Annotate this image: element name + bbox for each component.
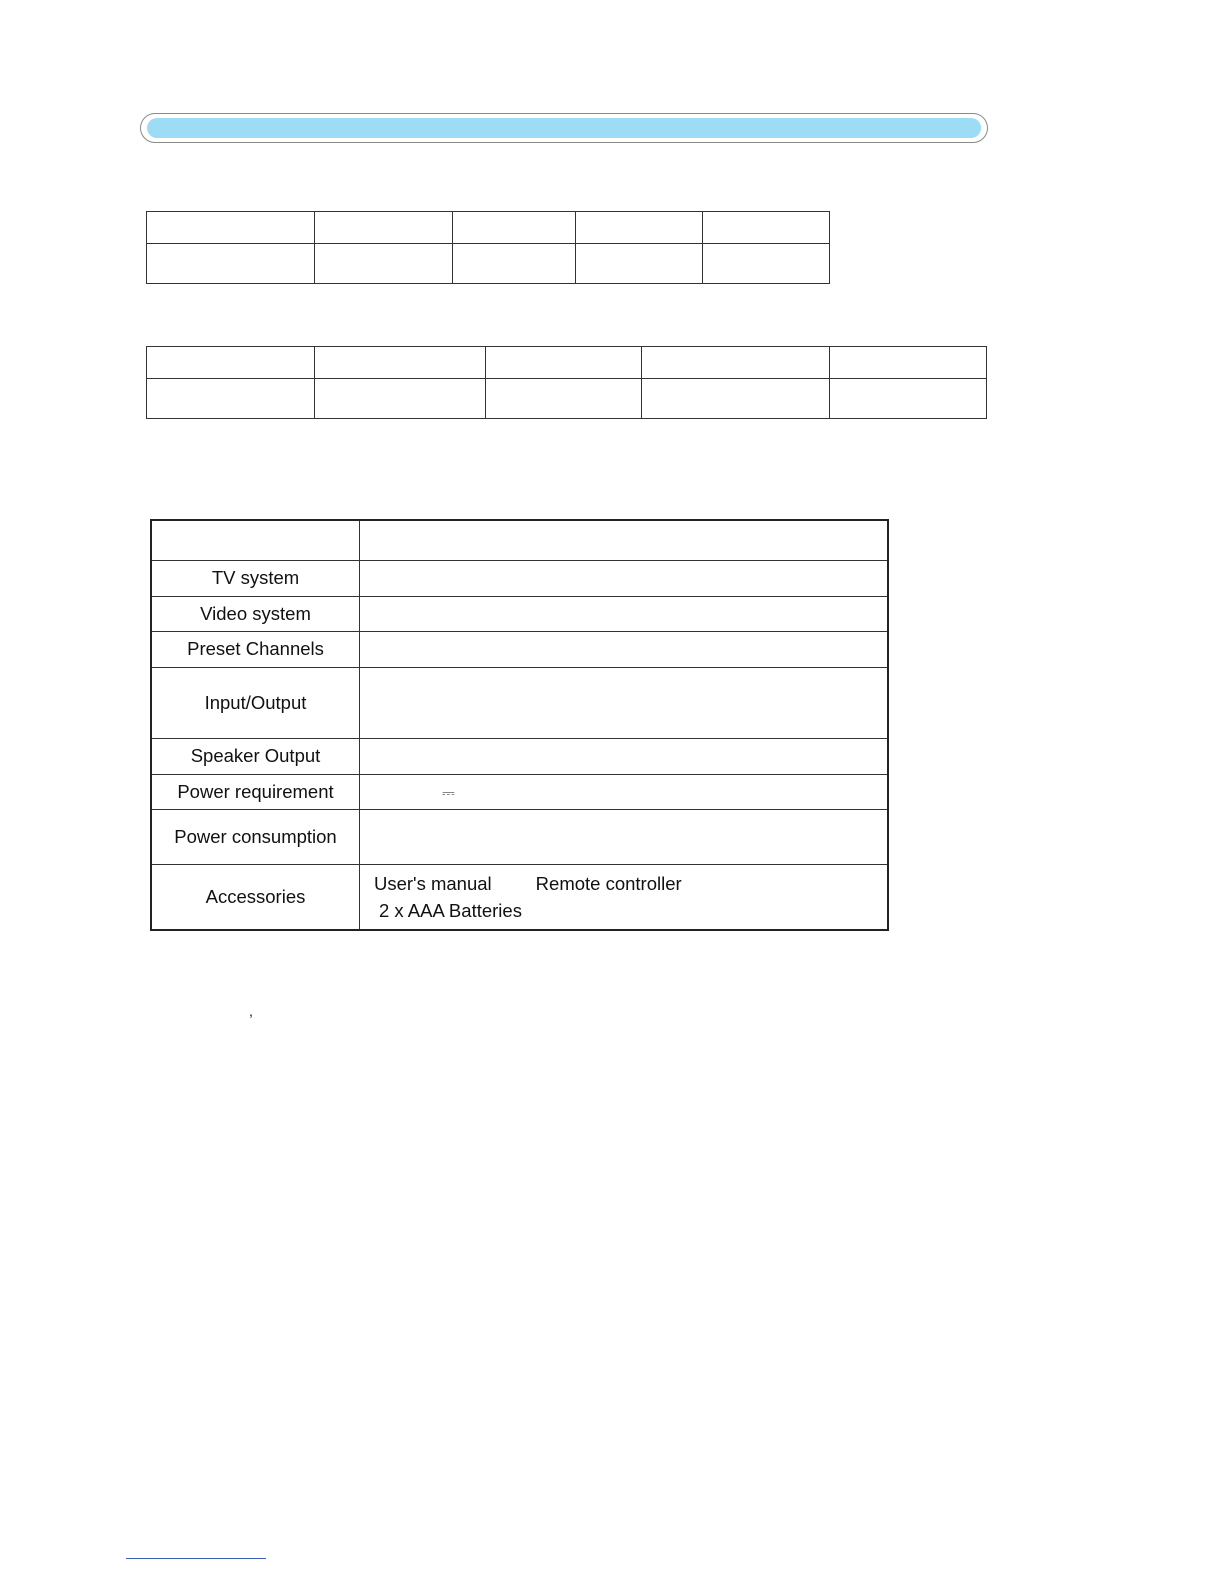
spec-label-speaker-output: Speaker Output [151, 738, 360, 774]
accessories-line-1 [374, 870, 887, 897]
table-cell [576, 244, 703, 284]
table-cell [703, 244, 830, 284]
section-header-bar [140, 113, 988, 143]
dc-power-icon: ⎓ [442, 784, 454, 802]
table-cell [642, 379, 830, 419]
table-cell [576, 212, 703, 244]
table-cell [147, 379, 315, 419]
spec-row [151, 560, 888, 596]
spec-label-input-output: Input/Output [151, 667, 360, 738]
table-cell [452, 244, 576, 284]
spec-row [151, 864, 888, 930]
spec-value [360, 774, 889, 809]
spec-row [151, 774, 888, 809]
table-cell [485, 379, 642, 419]
spec-value [360, 596, 889, 631]
table-cell [314, 212, 452, 244]
table-cell [314, 379, 485, 419]
spec-value [360, 560, 889, 596]
table-cell [830, 379, 987, 419]
spec-row [151, 809, 888, 864]
table-cell [147, 212, 315, 244]
spec-label [151, 520, 360, 560]
table-cell [147, 244, 315, 284]
table-cell [147, 347, 315, 379]
spec-label-power-consumption: Power consumption [151, 809, 360, 864]
spec-value [360, 520, 889, 560]
table-cell [642, 347, 830, 379]
accessory-batteries: 2 x AAA Batteries [379, 899, 522, 921]
spec-label-preset-channels: Preset Channels [151, 631, 360, 667]
spec-row [151, 667, 888, 738]
spec-row [151, 520, 888, 560]
spec-row [151, 631, 888, 667]
spec-value [360, 631, 889, 667]
spec-value [360, 667, 889, 738]
section-header-fill [147, 118, 981, 138]
stray-mark: , [249, 1003, 253, 1019]
table-cell [830, 347, 987, 379]
accessories-line-2 [374, 897, 887, 924]
spec-label-power-requirement: Power requirement [151, 774, 360, 809]
table-cell [485, 347, 642, 379]
accessory-remote-controller: Remote controller [535, 872, 682, 894]
footer-rule [126, 1558, 266, 1559]
accessory-users-manual: User's manual [374, 872, 492, 894]
spec-row [151, 596, 888, 631]
table-cell [703, 212, 830, 244]
dimension-table-2 [146, 346, 987, 419]
table-cell [452, 212, 576, 244]
dimension-table-1 [146, 211, 830, 284]
spec-value-accessories [360, 864, 889, 930]
spec-value [360, 738, 889, 774]
specifications-table [150, 519, 889, 931]
table-cell [314, 244, 452, 284]
spec-label-accessories: Accessories [151, 864, 360, 930]
spec-label-tv-system: TV system [151, 560, 360, 596]
spec-label-video-system: Video system [151, 596, 360, 631]
spec-value [360, 809, 889, 864]
spec-row [151, 738, 888, 774]
table-cell [314, 347, 485, 379]
